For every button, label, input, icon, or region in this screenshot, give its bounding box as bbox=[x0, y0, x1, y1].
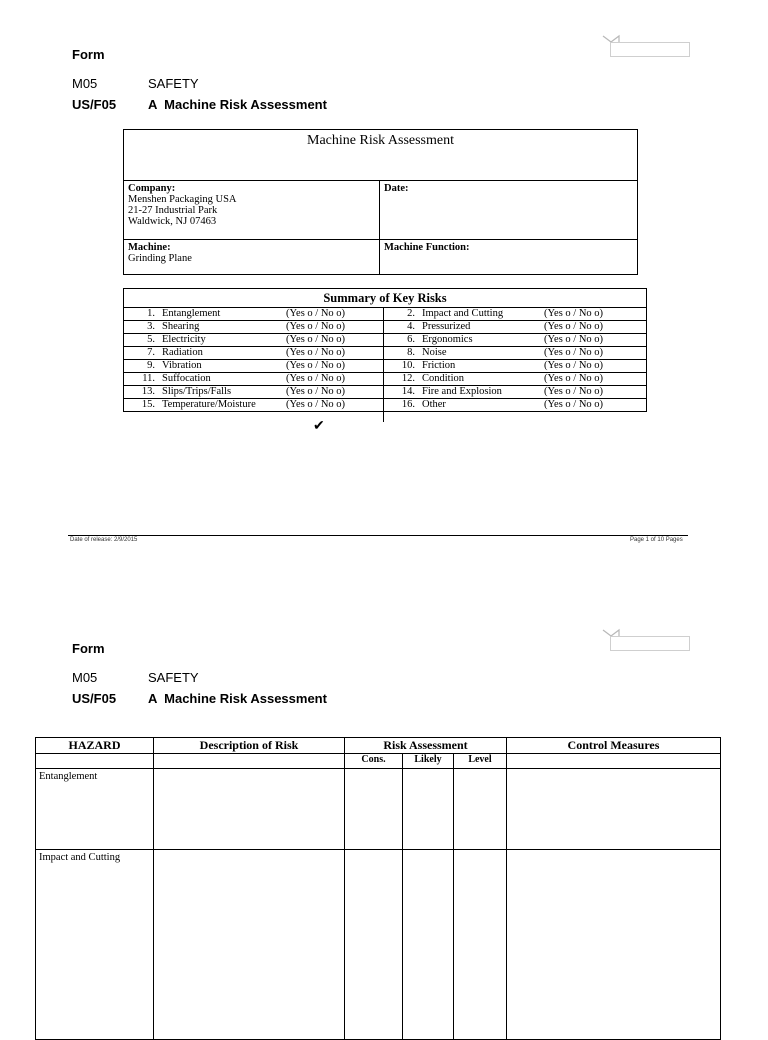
hazard-table bbox=[35, 737, 721, 1040]
yes-no-option[interactable]: (Yes o / No o) bbox=[542, 334, 646, 347]
doc-title: A Machine Risk Assessment bbox=[148, 691, 327, 706]
yes-no-option[interactable]: (Yes o / No o) bbox=[542, 347, 646, 360]
risk-name: Shearing bbox=[160, 321, 284, 334]
company-cell bbox=[124, 181, 380, 240]
yes-no-option[interactable]: (Yes o / No o) bbox=[284, 399, 384, 412]
column-divider bbox=[383, 308, 384, 422]
yes-no-option[interactable]: (Yes o / No o) bbox=[542, 386, 646, 399]
yes-no-option[interactable]: (Yes o / No o) bbox=[284, 386, 384, 399]
risk-number: 10. bbox=[384, 360, 420, 373]
company-logo bbox=[602, 628, 688, 650]
company-logo bbox=[602, 34, 688, 56]
machine-value: Grinding Plane bbox=[128, 253, 192, 264]
risk-name: Vibration bbox=[160, 360, 284, 373]
form-category: SAFETY bbox=[148, 670, 199, 685]
machine-function-cell bbox=[380, 240, 638, 275]
likely-header: Likely bbox=[403, 754, 454, 769]
risk-name: Friction bbox=[420, 360, 542, 373]
risk-name: Ergonomics bbox=[420, 334, 542, 347]
summary-title: Summary of Key Risks bbox=[124, 289, 646, 308]
level-header: Level bbox=[454, 754, 507, 769]
description-cell[interactable] bbox=[154, 850, 345, 1040]
form-code: M05 bbox=[72, 76, 98, 91]
yes-no-option[interactable]: (Yes o / No o) bbox=[542, 308, 646, 321]
risk-number: 14. bbox=[384, 386, 420, 399]
risk-row bbox=[124, 399, 646, 412]
risk-assessment-header: Risk Assessment bbox=[345, 738, 507, 754]
page-number: Page 1 of 10 Pages bbox=[630, 537, 683, 543]
company-label: Company: bbox=[128, 183, 176, 194]
risk-name: Temperature/Moisture bbox=[160, 399, 284, 412]
form-category: SAFETY bbox=[148, 76, 199, 91]
risk-number: 12. bbox=[384, 373, 420, 386]
risk-row bbox=[124, 373, 646, 386]
yes-no-option[interactable]: (Yes o / No o) bbox=[284, 373, 384, 386]
level-cell[interactable] bbox=[454, 850, 507, 1040]
checkmark-icon: ✔ bbox=[313, 419, 325, 434]
company-line: Menshen Packaging USA bbox=[128, 194, 237, 205]
risk-number: 13. bbox=[124, 386, 160, 399]
date-label: Date: bbox=[384, 183, 409, 194]
machine-label: Machine: bbox=[128, 242, 171, 253]
risk-row bbox=[124, 347, 646, 360]
risk-number: 16. bbox=[384, 399, 420, 412]
footer-rule bbox=[68, 535, 688, 536]
form-code: M05 bbox=[72, 670, 98, 685]
risk-name: Radiation bbox=[160, 347, 284, 360]
control-measures-cell[interactable] bbox=[507, 850, 721, 1040]
table-row bbox=[36, 769, 721, 850]
date-cell bbox=[380, 181, 638, 240]
risk-row bbox=[124, 360, 646, 373]
yes-no-option[interactable]: (Yes o / No o) bbox=[284, 308, 384, 321]
level-cell[interactable] bbox=[454, 769, 507, 850]
risk-name: Fire and Explosion bbox=[420, 386, 542, 399]
hazard-header: HAZARD bbox=[36, 738, 154, 754]
yes-no-option[interactable]: (Yes o / No o) bbox=[542, 321, 646, 334]
risk-number: 6. bbox=[384, 334, 420, 347]
risk-name: Condition bbox=[420, 373, 542, 386]
risk-row bbox=[124, 308, 646, 321]
risk-number: 11. bbox=[124, 373, 160, 386]
risk-number: 1. bbox=[124, 308, 160, 321]
description-cell[interactable] bbox=[154, 769, 345, 850]
risk-name: Other bbox=[420, 399, 542, 412]
control-measures-cell[interactable] bbox=[507, 769, 721, 850]
risk-number: 4. bbox=[384, 321, 420, 334]
risk-number: 15. bbox=[124, 399, 160, 412]
doc-code: US/F05 bbox=[72, 691, 117, 706]
description-header: Description of Risk bbox=[154, 738, 345, 754]
company-line: Waldwick, NJ 07463 bbox=[128, 216, 217, 227]
form-label: Form bbox=[72, 641, 105, 656]
risk-number: 8. bbox=[384, 347, 420, 360]
yes-no-option[interactable]: (Yes o / No o) bbox=[284, 347, 384, 360]
yes-no-option[interactable]: (Yes o / No o) bbox=[284, 321, 384, 334]
risk-name: Entanglement bbox=[160, 308, 284, 321]
risk-number: 3. bbox=[124, 321, 160, 334]
hazard-name: Entanglement bbox=[36, 769, 154, 850]
likely-cell[interactable] bbox=[403, 769, 454, 850]
yes-no-option[interactable]: (Yes o / No o) bbox=[284, 334, 384, 347]
risk-row bbox=[124, 334, 646, 347]
machine-cell bbox=[124, 240, 380, 275]
likely-cell[interactable] bbox=[403, 850, 454, 1040]
form-label: Form bbox=[72, 47, 105, 62]
yes-no-option[interactable]: (Yes o / No o) bbox=[284, 360, 384, 373]
risk-name: Electricity bbox=[160, 334, 284, 347]
risk-name: Suffocation bbox=[160, 373, 284, 386]
risk-number: 7. bbox=[124, 347, 160, 360]
release-date: Date of release: 2/9/2015 bbox=[70, 537, 138, 543]
risk-name: Noise bbox=[420, 347, 542, 360]
risk-name: Impact and Cutting bbox=[420, 308, 542, 321]
assessment-info-table bbox=[123, 129, 638, 275]
doc-code: US/F05 bbox=[72, 97, 117, 112]
hazard-name: Impact and Cutting bbox=[36, 850, 154, 1040]
risk-name: Pressurized bbox=[420, 321, 542, 334]
yes-no-option[interactable]: (Yes o / No o) bbox=[542, 360, 646, 373]
cons-cell[interactable] bbox=[345, 769, 403, 850]
risk-name: Slips/Trips/Falls bbox=[160, 386, 284, 399]
risk-summary-table bbox=[124, 308, 646, 412]
doc-title: A Machine Risk Assessment bbox=[148, 97, 327, 112]
yes-no-option[interactable]: (Yes o / No o) bbox=[542, 399, 646, 412]
control-measures-header: Control Measures bbox=[507, 738, 721, 754]
assessment-title: Machine Risk Assessment bbox=[124, 130, 638, 181]
summary-of-key-risks bbox=[123, 288, 647, 412]
risk-row bbox=[124, 321, 646, 334]
machine-function-label: Machine Function: bbox=[384, 242, 470, 253]
risk-row bbox=[124, 386, 646, 399]
risk-number: 2. bbox=[384, 308, 420, 321]
cons-cell[interactable] bbox=[345, 850, 403, 1040]
cons-header: Cons. bbox=[345, 754, 403, 769]
risk-number: 9. bbox=[124, 360, 160, 373]
company-line: 21-27 Industrial Park bbox=[128, 205, 218, 216]
risk-number: 5. bbox=[124, 334, 160, 347]
yes-no-option[interactable]: (Yes o / No o) bbox=[542, 373, 646, 386]
table-row bbox=[36, 850, 721, 1040]
